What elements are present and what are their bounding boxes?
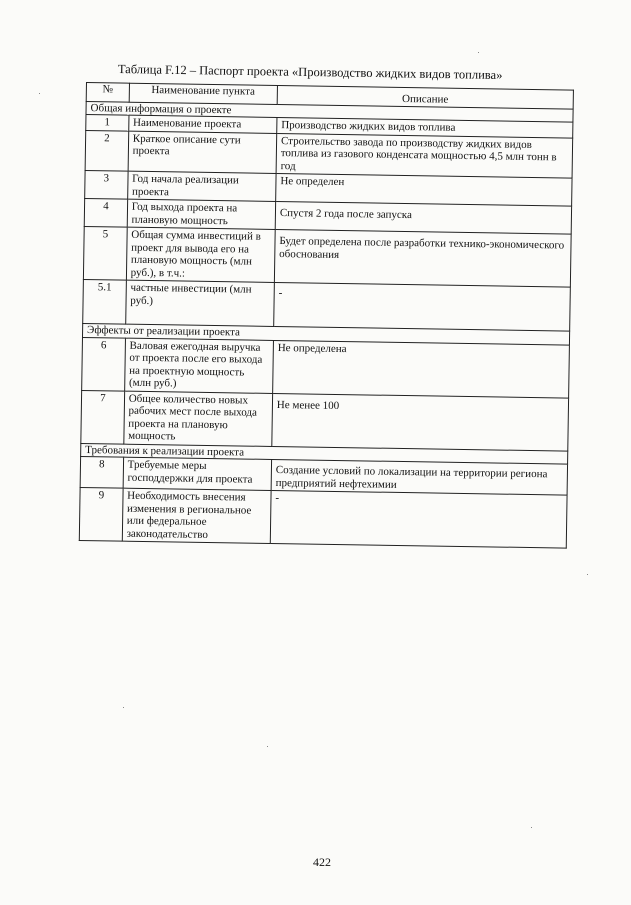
row-number: 9 xyxy=(79,487,123,541)
scan-speck xyxy=(478,52,479,53)
row-number: 1 xyxy=(86,115,129,131)
section-title: Требования к реализации проекта xyxy=(81,443,568,464)
scan-speck xyxy=(587,574,588,575)
table-row xyxy=(81,390,569,451)
project-passport-table xyxy=(79,82,574,549)
row-number: 2 xyxy=(85,130,128,171)
scan-speck xyxy=(123,707,124,708)
row-number: 4 xyxy=(84,198,127,227)
row-description: - xyxy=(270,490,567,548)
row-description: Производство жидких видов топлива xyxy=(277,118,573,138)
row-item-name: Краткое описание сути проекта xyxy=(128,131,277,174)
row-description: Спустя 2 года после запуска xyxy=(275,201,571,234)
row-item-name: Наименование проекта xyxy=(128,115,276,133)
scan-speck xyxy=(39,93,40,94)
row-item-name: Общая сумма инвестиций в проект для вывода его на плановую мощность (млн руб.), в т.ч.: xyxy=(126,227,275,282)
row-number: 3 xyxy=(85,170,128,199)
row-description: Будет определена после разработки технико-экономического обоснования xyxy=(274,229,571,287)
row-number: 5 xyxy=(83,226,127,280)
section-title: Эффекты от реализации проекта xyxy=(82,323,569,344)
row-item-name: частные инвестиции (млн руб.) xyxy=(125,280,274,326)
header-item-name: Наименование пункта xyxy=(129,83,277,104)
row-item-name: Валовая ежегодная выручка от проекта после его выхода на проектную мощность (млн руб.) xyxy=(124,338,273,393)
row-description: Создание условий по локализации на территории региона предприятий нефтехимии xyxy=(271,459,568,495)
row-item-name: Требуемые меры господдержки для проекта xyxy=(123,457,272,490)
row-number: 8 xyxy=(80,456,123,488)
scan-speck xyxy=(267,746,268,747)
row-number: 5.1 xyxy=(83,279,126,324)
table-row xyxy=(79,487,567,548)
table-row xyxy=(83,279,571,331)
section-title: Общая информация о проекте xyxy=(86,101,573,122)
header-number: № xyxy=(86,83,129,102)
table-row xyxy=(83,226,571,287)
row-number: 6 xyxy=(82,337,126,391)
header-description: Описание xyxy=(277,86,573,109)
project-passport-table-container xyxy=(79,82,574,549)
row-description: Не определена xyxy=(273,340,570,398)
row-item-name: Необходимость внесения изменения в региональное или федеральное законодательство xyxy=(122,488,271,543)
row-description: Не определен xyxy=(276,173,572,206)
table-caption: Таблица F.12 – Паспорт проекта «Производство жидких видов топлива» xyxy=(117,62,503,83)
row-description: Строительство завода по производству жидких видов топлива из газового конденсата мощностью 4,5 млн тонн в год xyxy=(276,133,573,178)
row-item-name: Год начала реализации проекта xyxy=(127,171,276,201)
row-number: 7 xyxy=(81,390,125,444)
scan-speck xyxy=(531,827,532,828)
row-item-name: Год выхода проекта на плановую мощность xyxy=(127,199,276,229)
table-row xyxy=(82,337,570,398)
row-description: - xyxy=(274,282,571,331)
page-number: 422 xyxy=(313,855,331,869)
row-item-name: Общее количество новых рабочих мест после выхода проекта на плановую мощность xyxy=(124,391,273,446)
row-description: Не менее 100 xyxy=(272,393,569,451)
